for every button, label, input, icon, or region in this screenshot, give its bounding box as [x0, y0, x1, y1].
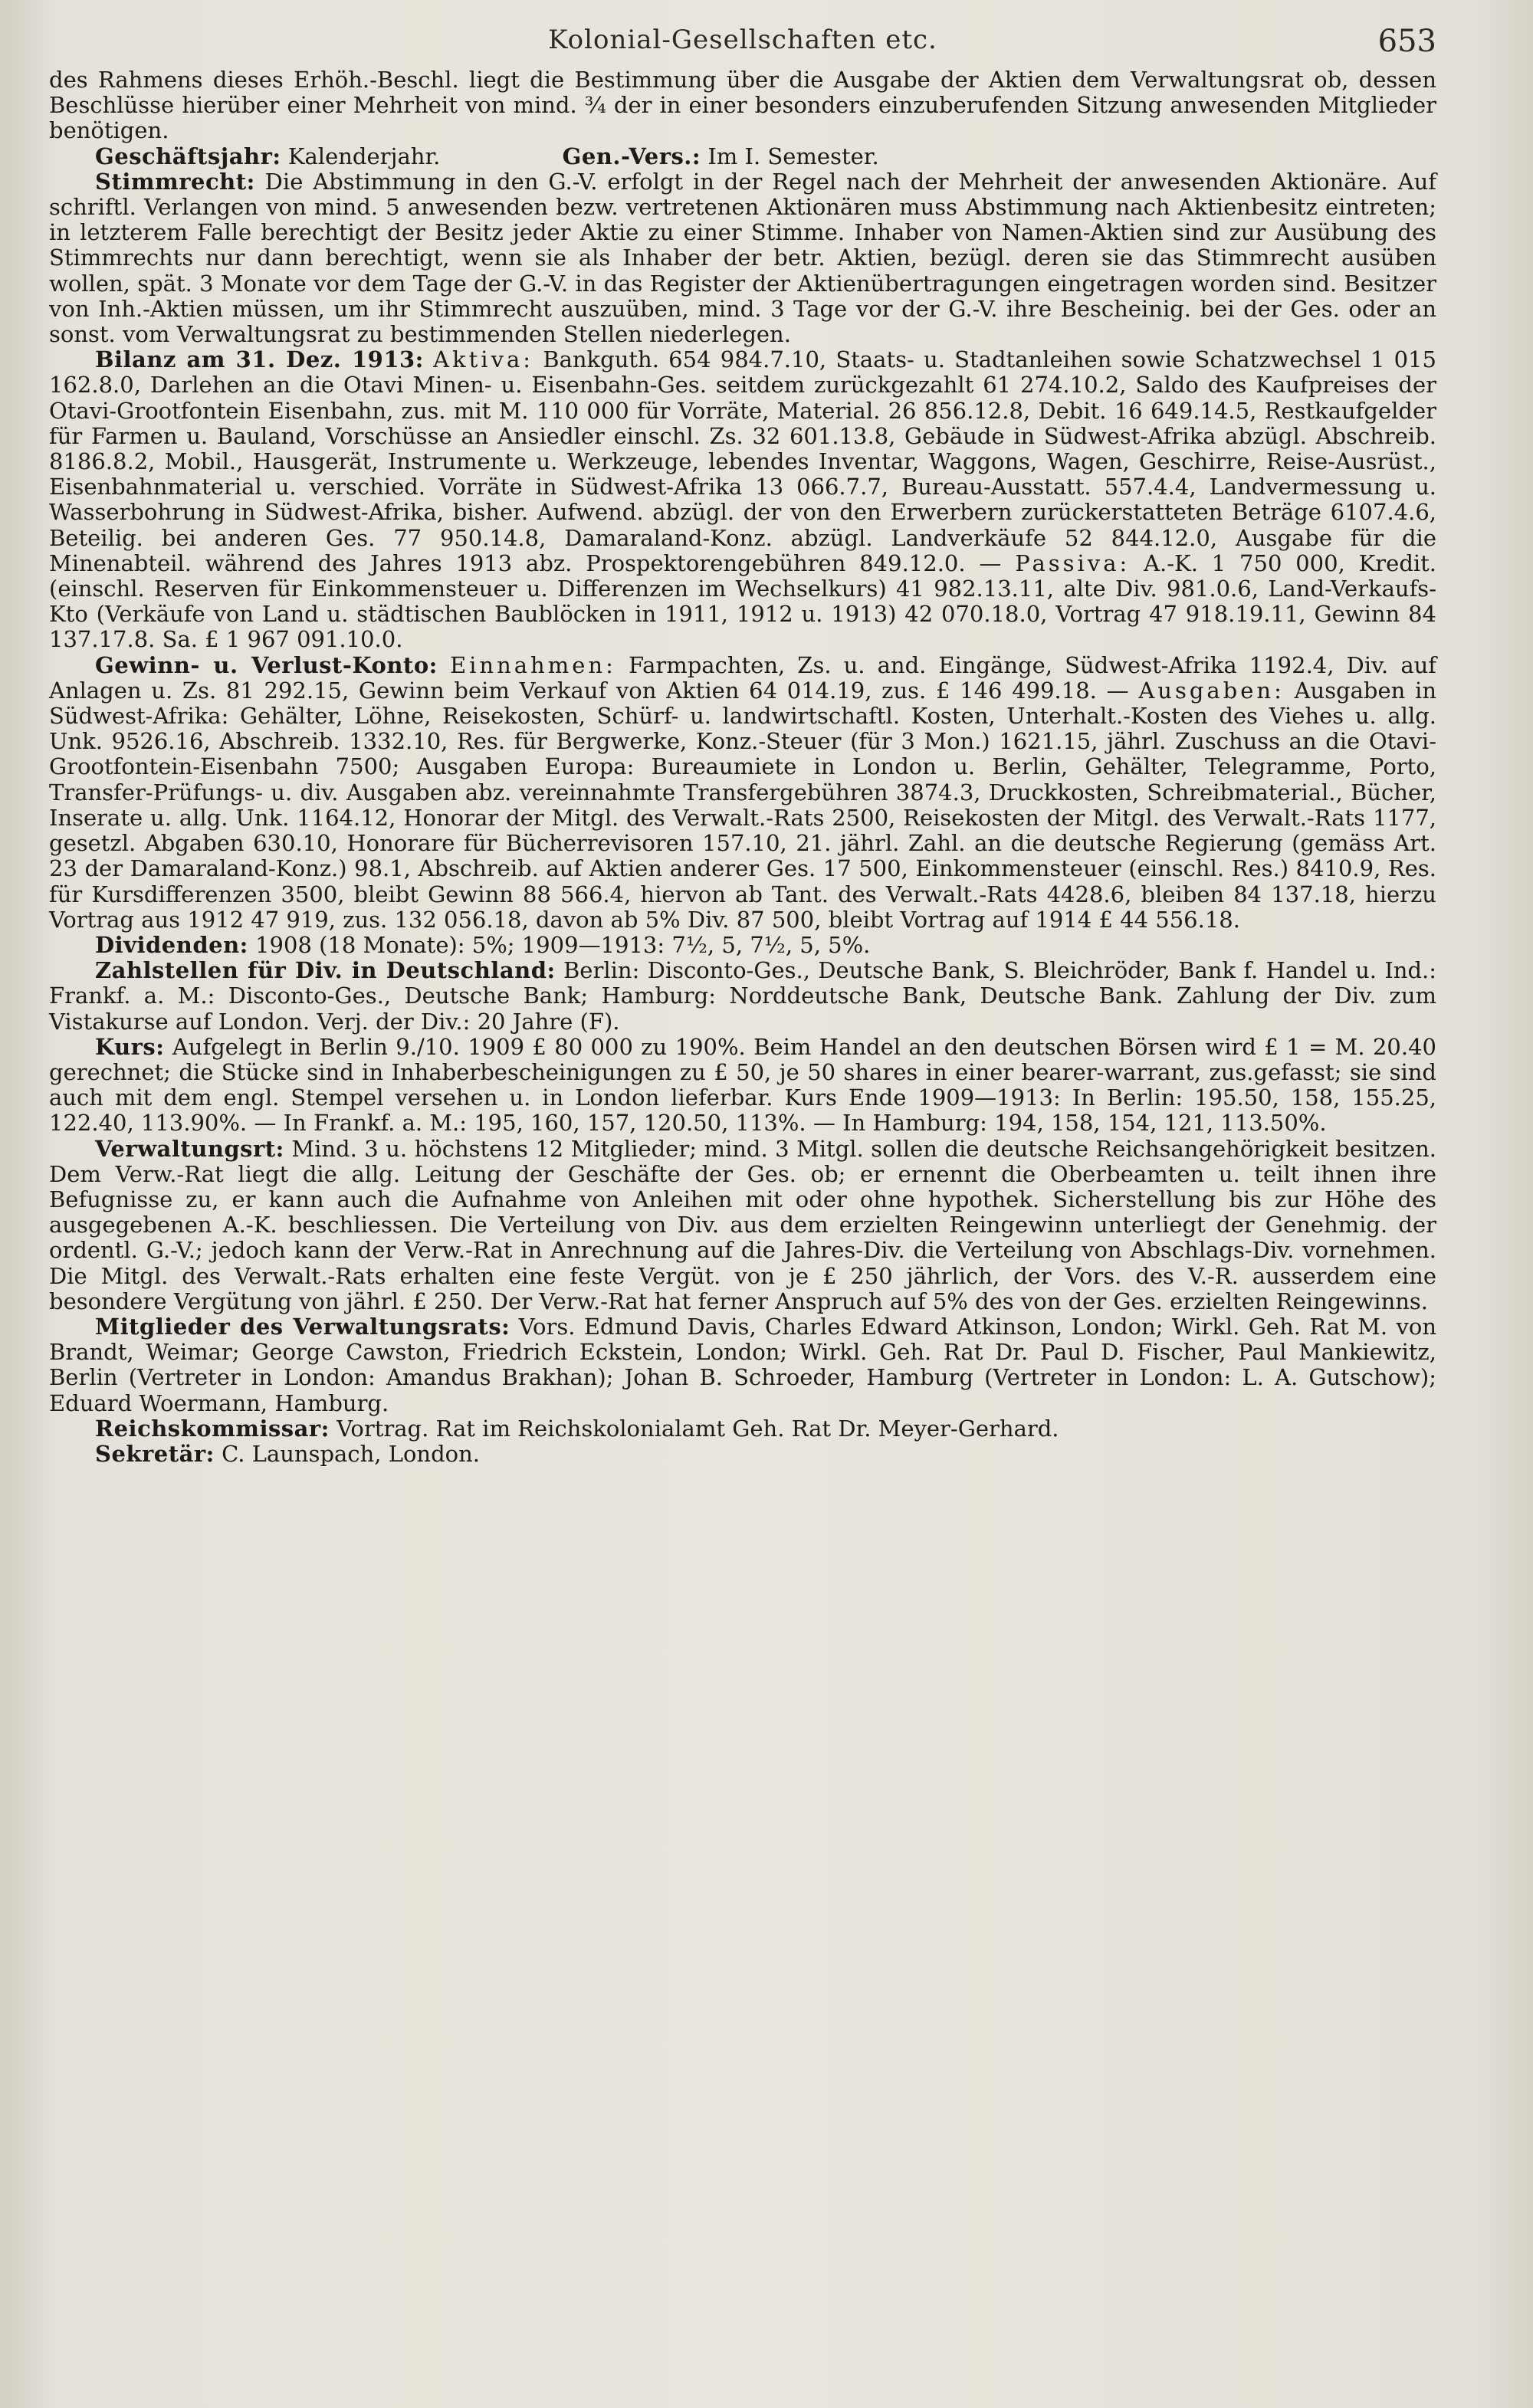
text-ausgaben: Ausgaben in Südwest-Afrika: Gehälter, Löhne, Reisekosten, Schürf- u. landwirtschaftl. Kosten, Unterhalt.-Kosten des Viehes u. allg. Unk. 9526.16, Abschreib. 1332.10, Res. für Bergwerke, Konz.-Steuer (für 3 Mon.) 1621.15, jährl. Zuschuss an die Otavi-Grootfontein-Eisenbahn 7500; Ausgaben Europa: Bureaumiete in London u. Berlin, Gehälter, Telegramme, Porto, Transfer-Prüfungs- u. div. Ausgaben abz. vereinnahmte Transfergebühren 3874.3, Druckkosten, Schreibmaterial., Bücher, Inserate u. allg. Unk. 1164.12, Honorar der Mitgl. des Verwalt.-Rats 2500, Reisekosten der Mitgl. des Verwalt.-Rats 1177, gesetzl. Abgaben 630.10, Honorare für Bücherrevisoren 157.10, 21. jährl. Zahl. an die deutsche Regierung (gemäss Art. 23 der Damaraland-Konz.) 98.1, Abschreib. auf Aktien anderer Ges. 17 500, Einkommensteuer (einschl. Res.) 8410.9, Res. für Kursdifferenzen 3500, bleibt Gewinn 88 566.4, hiervon ab Tant. des Verwalt.-Rats 4428.6, bleiben 84 137.18, hierzu Vortrag aus 1912 47 919, zus. 132 056.18, davon ab 5% Div. 87 500, bleibt Vortrag auf 1914 £ 44 556.18. [49, 677, 1437, 933]
label-kurs: Kurs: [95, 1033, 165, 1060]
text-reichskommissar: Vortrag. Rat im Reichskolonialamt Geh. Rat Dr. Meyer-Gerhard. [336, 1415, 1059, 1442]
label-einnahmen: Einnahmen: [449, 651, 616, 678]
label-dividenden: Dividenden: [95, 931, 248, 958]
paragraph-reichskommissar [49, 1416, 1436, 1442]
label-verwaltungsrat: Verwaltungsrt: [95, 1135, 284, 1162]
paragraph-gewinn-verlust [49, 653, 1436, 933]
label-gen-vers: Gen.-Vers.: [562, 143, 701, 169]
paragraph-verwaltungsrat [49, 1137, 1436, 1314]
paragraph-sekretaer [49, 1442, 1436, 1467]
running-title: Kolonial-Gesellschaften etc. [548, 25, 937, 55]
label-zahlstellen: Zahlstellen für Div. in Deutschland: [95, 957, 556, 984]
text-sekretaer: C. Launspach, London. [222, 1440, 481, 1467]
label-ausgaben: Ausgaben: [1138, 677, 1285, 704]
text-dividenden: 1908 (18 Monate): 5%; 1909—1913: 7½, 5, 7½, 5, 5%. [255, 931, 871, 958]
text-geschaeftsjahr: Kalenderjahr. [287, 143, 441, 169]
paragraph-mitglieder [49, 1314, 1436, 1416]
text-gen-vers: Im I. Semester. [707, 143, 879, 169]
text-aktiva: Bankguth. 654 984.7.10, Staats- u. Stadtanleihen sowie Schatzwechsel 1 015 162.8.0, Darlehen an die Otavi Minen- u. Eisenbahn-Ges. seitdem zurückgezahlt 61 274.10.2, Saldo des Kaufpreises der Otavi-Grootfontein Eisenbahn, zus. mit M. 110 000 für Vorräte, Material. 26 856.12.8, Debit. 16 649.14.5, Restkaufgelder für Farmen u. Bauland, Vorschüsse an Ansiedler einschl. Zs. 32 601.13.8, Gebäude in Südwest-Afrika abzügl. Abschreib. 8186.8.2, Mobil., Hausgerät, Instrumente u. Werkzeuge, lebendes Inventar, Waggons, Wagen, Geschirre, Reise-Ausrüst., Eisenbahnmaterial u. verschied. Vorräte in Südwest-Afrika 13 066.7.7, Bureau-Ausstatt. 557.4.4, Landvermessung u. Wasserbohrung in Südwest-Afrika, bisher. Aufwend. abzügl. der von den Erwerbern zurückerstatteten Beträge 6107.4.6, Beteilig. bei anderen Ges. 77 950.14.8, Damaraland-Konz. abzügl. Landverkäufe 52 844.12.0, Ausgabe für die Minenabteil. während des Jahres 1913 abz. Prospektorengebühren 849.12.0. — [49, 346, 1437, 576]
text-stimmrecht: Die Abstimmung in den G.-V. erfolgt in der Regel nach der Mehrheit der anwesenden Aktionäre. Auf schriftl. Verlangen von mind. 5 anwesenden bezw. vertretenen Aktionären muss Abstimmung nach Aktienbesitz eintreten; in letzterem Falle berechtigt der Besitz jeder Aktie zu einer Stimme. Inhaber von Namen-Aktien sind zur Ausübung des Stimmrechts nur dann berechtigt, wenn sie als Inhaber der betr. Aktien, bezügl. deren sie das Stimmrecht ausüben wollen, spät. 3 Monate vor dem Tage der G.-V. in das Register der Aktienübertragungen eingetragen worden sind. Besitzer von Inh.-Aktien müssen, um ihr Stimmrecht auszuüben, mind. 3 Tage vor der G.-V. ihre Bescheinig. bei der Ges. oder an sonst. vom Verwaltungsrat zu bestimmenden Stellen niederlegen. [49, 168, 1436, 348]
paragraph-geschaeftsjahr [49, 144, 1436, 169]
label-stimmrecht: Stimmrecht: [95, 168, 255, 195]
label-sekretaer: Sekretär: [95, 1440, 215, 1467]
label-reichskommissar: Reichskommissar: [95, 1415, 330, 1442]
paragraph-zahlstellen [49, 958, 1436, 1035]
label-gewinn-verlust: Gewinn- u. Verlust-Konto: [95, 651, 438, 678]
paragraph-bilanz [49, 347, 1436, 652]
paragraph-stimmrecht [49, 169, 1436, 347]
text-verwaltungsrat: Mind. 3 u. höchstens 12 Mitglieder; mind. 3 Mitgl. sollen die deutsche Reichsangehörigkeit besitzen. Dem Verw.-Rat liegt die allg. Leitung der Geschäfte der Ges. ob; er ernennt die Oberbeamten u. teilt ihnen ihre Befugnisse zu, er kann auch die Aufnahme von Anleihen mit oder ohne hypothek. Sicherstellung bis zur Höhe des ausgegebenen A.-K. beschliessen. Die Verteilung von Div. aus dem erzielten Reingewinn unterliegt der Genehmig. der ordentl. G.-V.; jedoch kann der Verw.-Rat in Anrechnung auf die Jahres-Div. die Verteilung von Abschlags-Div. vornehmen. Die Mitgl. des Verwalt.-Rats erhalten eine feste Vergüt. von je £ 250 jährlich, der Vors. des V.-R. ausserdem eine besondere Vergütung von jährl. £ 250. Der Verw.-Rat hat ferner Anspruch auf 5% des von der Ges. erzielten Reingewinns. [49, 1135, 1437, 1314]
text-einnahmen: Farmpachten, Zs. u. and. Eingänge, Südwest-Afrika 1192.4, Div. auf Anlagen u. Zs. 81 292.15, Gewinn beim Verkauf von Aktien 64 014.19, zus. £ 146 499.18. — [49, 651, 1437, 704]
page-header [49, 21, 1436, 67]
paragraph-kurs [49, 1035, 1436, 1137]
text-mitglieder: Vors. Edmund Davis, Charles Edward Atkinson, London; Wirkl. Geh. Rat M. von Brandt, Weimar; George Cawston, Friedrich Eckstein, London; Wirkl. Geh. Rat Dr. Paul D. Fischer, Paul Mankiewitz, Berlin (Vertreter in London: Amandus Brakhan); Johan B. Schroeder, Hamburg (Vertreter in London: L. A. Gutschow); Eduard Woermann, Hamburg. [49, 1313, 1436, 1416]
text-passiva: A.-K. 1 750 000, Kredit. (einschl. Reserven für Einkommensteuer u. Differenzen im Wechselkurs) 41 982.13.11, alte Div. 981.0.6, Land-Verkaufs-Kto (Verkäufe von Land u. städtischen Baublöcken in 1911, 1912 u. 1913) 42 070.18.0, Vortrag 47 918.19.11, Gewinn 84 137.17.8. Sa. £ 1 967 091.10.0. [49, 550, 1437, 653]
paragraph-intro: des Rahmens dieses Erhöh.-Beschl. liegt die Bestimmung über die Ausgabe der Aktien dem Verwaltungsrat ob, dessen Beschlüsse hierüber einer Mehrheit von mind. ¾ der in einer besonders einzuberufenden Sitzung anwesenden Mitglieder benötigen. [49, 67, 1436, 144]
text-zahlstellen: Berlin: Disconto-Ges., Deutsche Bank, S. Bleichröder, Bank f. Handel u. Ind.: Frankf. a. M.: Disconto-Ges., Deutsche Bank; Hamburg: Norddeutsche Bank, Deutsche Bank. Zahlung der Div. zum Vistakurse auf London. Verj. der Div.: 20 Jahre (F). [49, 957, 1437, 1035]
label-passiva: Passiva: [1015, 550, 1131, 576]
label-geschaeftsjahr: Geschäftsjahr: [95, 143, 281, 169]
paragraph-dividenden [49, 933, 1436, 958]
label-bilanz: Bilanz am 31. Dez. 1913: [95, 346, 424, 373]
page-number: 653 [1377, 24, 1436, 59]
page-content [49, 21, 1436, 1467]
text-kurs: Aufgelegt in Berlin 9./10. 1909 £ 80 000 zu 190%. Beim Handel an den deutschen Börsen wird £ 1 = M. 20.40 gerechnet; die Stücke sind in Inhaberbescheinigungen zu £ 50, je 50 shares in einer bearer-warrant, zus.gefasst; sie sind auch mit dem engl. Stempel versehen u. in London lieferbar. Kurs Ende 1909—1913: In Berlin: 195.50, 158, 155.25, 122.40, 113.90%. — In Frankf. a. M.: 195, 160, 157, 120.50, 113%. — In Hamburg: 194, 158, 154, 121, 113.50%. [49, 1033, 1436, 1137]
label-aktiva: Aktiva: [433, 346, 534, 373]
label-mitglieder: Mitglieder des Verwaltungsrats: [95, 1313, 510, 1340]
